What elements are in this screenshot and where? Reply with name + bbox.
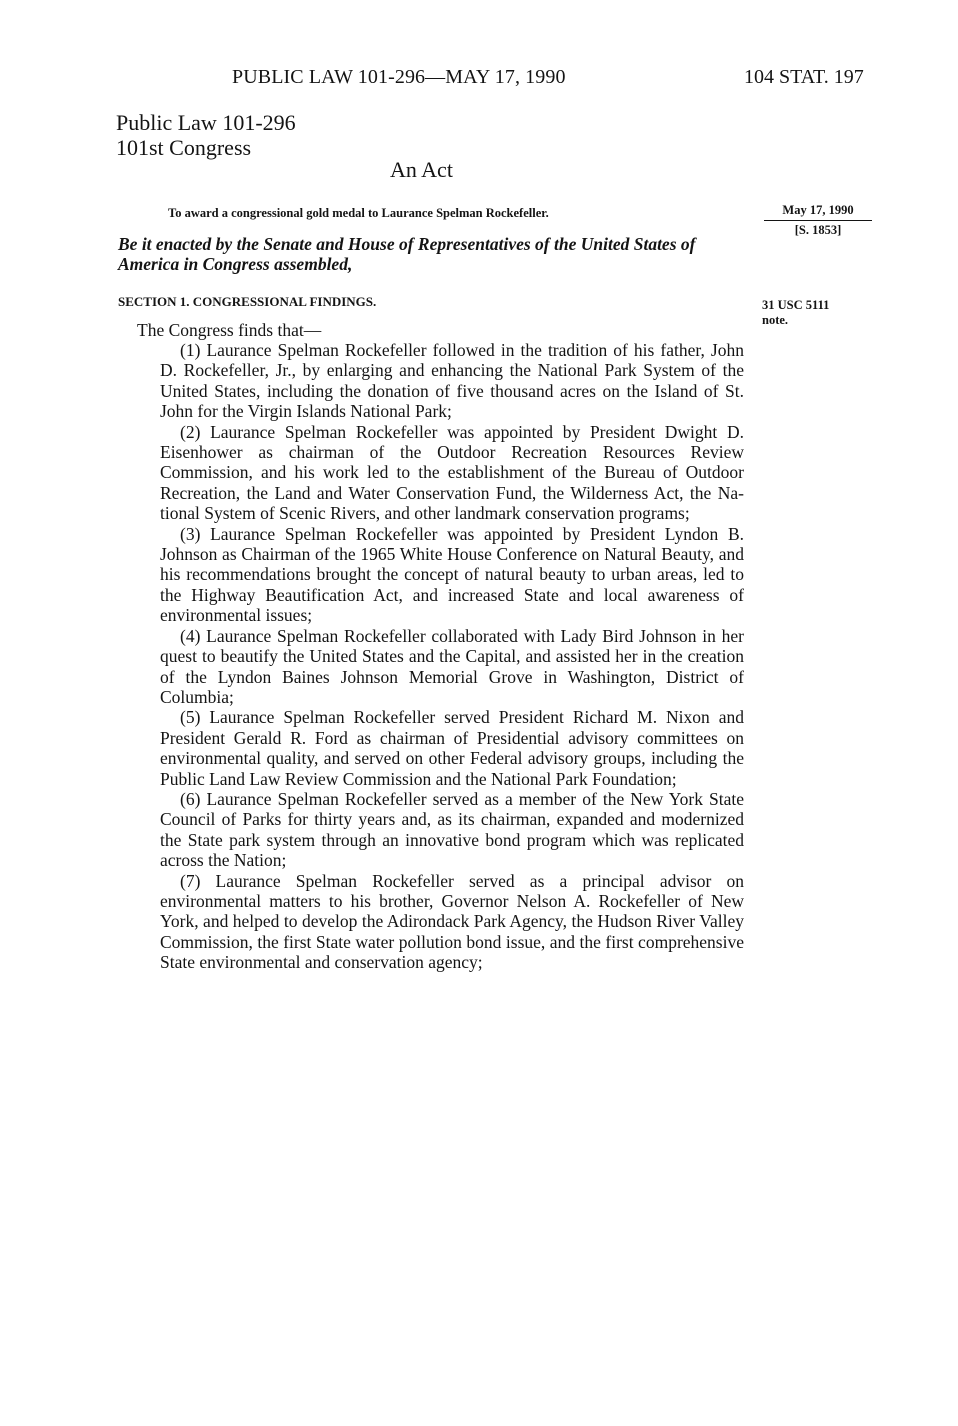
finding-3: (3) Laurance Spelman Rockefeller was appointed by President Lyndon B. Johnson as Chairman of the 1965 White House Conference on Natural Beauty, and his recommendations brought the concept of natural beauty to urban areas, led to the Highway Beautification Act, and increased State and local awareness of environmental issues;	[160, 523, 744, 626]
finding-6: (6) Laurance Spelman Rockefeller served as a member of the New York State Council of Parks for thirty years and, as its chairman, expanded and modernized the State park system through an innovative bond program which was replicated across the Nation;	[160, 788, 744, 871]
stat-page-number: 104 STAT. 197	[744, 66, 864, 88]
act-title: An Act	[390, 157, 453, 182]
finding-4: (4) Laurance Spelman Rockefeller collaborated with Lady Bird Johnson in her quest to beautify the United States and the Capital, and assisted her in the creation of the Lyndon Baines Johnson Memorial Grove in Washington, District of Columbia;	[160, 625, 744, 707]
section-heading: SECTION 1. CONGRESSIONAL FINDINGS.	[118, 294, 377, 309]
margin-usc-note	[762, 298, 829, 328]
bill-number: [S. 1853]	[794, 223, 842, 237]
enactment-date: May 17, 1990	[764, 203, 872, 221]
usc-reference: 31 USC 5111	[762, 298, 830, 312]
finding-2: (2) Laurance Spelman Rockefeller was appointed by President Dwight D. Eisenhower as chairman of the Outdoor Recreation Resources Review Commission, and his work led to the establishment of the Bureau of Outdoor Recreation, the Land and Water Conservation Fund, the Wilderness Act, the National System of Scenic Rivers, and other landmark conservation programs;	[160, 421, 744, 524]
findings-list	[160, 340, 744, 973]
act-purpose: To award a congressional gold medal to Laurance Spelman Rockefeller.	[168, 206, 549, 220]
usc-note-suffix: note.	[762, 313, 789, 327]
finding-7: (7) Laurance Spelman Rockefeller served as a principal advisor on environmental matters to his brother, Governor Nelson A. Rockefeller of New York, and helped to develop the Adirondack Park Agency, the Hudson River Valley Commission, the first State water pollution bond issue, and the first comprehensive State environmental and conservation agency;	[160, 870, 744, 973]
public-law-number: Public Law 101-296	[116, 110, 296, 135]
finding-1: (1) Laurance Spelman Rockefeller followed in the tradition of his father, John D. Rockefeller, Jr., by enlarging and enhancing the National Park System of the United States, including the donation of five thousand acres on the Island of St. John for the Virgin Islands National Park;	[160, 340, 744, 422]
running-head: PUBLIC LAW 101-296—MAY 17, 1990	[232, 66, 566, 88]
enacting-clause: Be it enacted by the Senate and House of Representatives of the United States of America in Congress assembled,	[118, 234, 696, 274]
finding-5: (5) Laurance Spelman Rockefeller served President Richard M. Nixon and President Gerald R. Ford as chairman of Presidential advisory committees on environmental quality, and served on other Federal advisory groups, including the Public Land Law Review Commission and the National Park Foundation;	[160, 707, 744, 789]
margin-date-note	[764, 203, 872, 238]
law-title-block	[116, 110, 296, 160]
findings-intro: The Congress finds that—	[137, 320, 322, 340]
congress-number: 101st Congress	[116, 135, 252, 160]
